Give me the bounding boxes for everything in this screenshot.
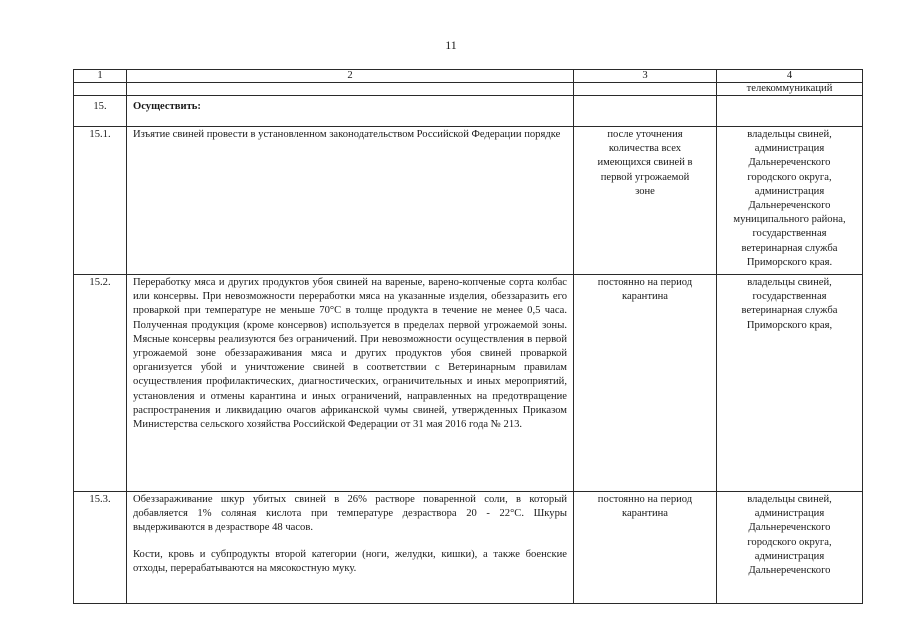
continuation-responsible: телекоммуникаций — [717, 83, 863, 96]
cell-line: администрация — [754, 508, 825, 520]
continuation-row — [74, 83, 863, 96]
measure-text: Изъятие свиней провести в установленном законодательством Российской Федерации порядке — [127, 127, 574, 275]
cell-line: владельцы свиней, — [747, 129, 832, 140]
cell-line: администрация — [754, 143, 825, 155]
cell-line: имеющихся свиней в — [597, 157, 693, 169]
cell-line: Дальнереченского — [748, 200, 831, 212]
cell-line: ветеринарная служба — [741, 242, 838, 254]
cell-line: Дальнереченского — [748, 157, 831, 169]
cell-line: постоянно на период — [597, 494, 693, 505]
section-title: Осуществить: — [127, 96, 574, 127]
cell-line: городского округа, — [747, 171, 832, 183]
cell-line: карантина — [621, 291, 669, 303]
cell-line: администрация — [754, 550, 825, 562]
continuation-cell-2 — [127, 83, 574, 96]
section-number: 15. — [74, 96, 127, 127]
table-row — [74, 492, 863, 604]
cell-line: Приморского края, — [746, 319, 833, 331]
section-cell-3 — [574, 96, 717, 127]
cell-line: Дальнереченского — [748, 522, 831, 534]
table-row — [74, 275, 863, 492]
measure-text: Переработку мяса и других продуктов убоя свиней на вареные, варено-копченые сорта колбас или консервы. При невозможности переработки мяса на указанные изделия, обеззаразить его проваркой при температуре не меньше 70°С в толще продукта в течение не менее 0,5 часа. Полученная продукция (кроме консервов) используется в пределах первой угрожаемой зоны. Мясные консервы реализуются без ограничений. При невозможности осуществления в первой угрожаемой зоне обеззараживания мяса и других продуктов убоя свиней проваркой организуется убой и уничтожение свиней в соответствии с Ветеринарным правилам осуществления профилактических, диагностических, ограничительных и иных мероприятий, установления и отмены карантина и иных ограничений, направленных на предотвращение распространения и ликвидацию очагов африканской чумы свиней, утвержденных Приказом Министерства сельского хозяйства Российской Федерации от 31 мая 2016 года № 213. — [127, 275, 574, 492]
measure-text-continued: Кости, кровь и субпродукты второй категории (ноги, желудки, кишки), а также боенские отходы, перерабатываются на мясокостную муку. — [133, 548, 567, 574]
cell-line: зоне — [635, 185, 655, 197]
measure-text-cell — [127, 492, 574, 604]
table-row — [74, 127, 863, 275]
cell-line: Дальнереченского — [748, 565, 831, 577]
continuation-cell-3 — [574, 83, 717, 96]
term-cell — [574, 492, 717, 604]
responsible-cell — [717, 275, 863, 492]
term-cell — [574, 275, 717, 492]
cell-line: владельцы свиней, — [747, 494, 832, 505]
row-number: 15.2. — [74, 275, 127, 492]
responsible-cell — [717, 492, 863, 604]
measures-table — [73, 69, 863, 604]
cell-line: государственная — [752, 291, 827, 303]
cell-line: первой угрожаемой — [600, 171, 690, 183]
cell-line: Приморского края. — [746, 256, 833, 268]
page-number: 11 — [445, 38, 457, 52]
continuation-cell-1 — [74, 83, 127, 96]
column-number-row — [74, 70, 863, 83]
section-row — [74, 96, 863, 127]
cell-line: ветеринарная служба — [741, 305, 838, 317]
measure-text: Обеззараживание шкур убитых свиней в 26% растворе поваренной соли, в который добавляется 1% соляная кислота при температуре дезраствора 20 - 22°С. Шкуры выдерживаются в дезрастворе 48 часов. — [133, 494, 567, 534]
term-cell — [574, 127, 717, 275]
column-number-1: 1 — [74, 70, 127, 83]
responsible-cell — [717, 127, 863, 275]
column-number-2: 2 — [127, 70, 574, 83]
cell-line: муниципального района, — [733, 214, 846, 226]
cell-line: государственная — [752, 228, 827, 240]
section-cell-4 — [717, 96, 863, 127]
column-number-4: 4 — [717, 70, 863, 83]
row-number: 15.1. — [74, 127, 127, 275]
cell-line: администрация — [754, 185, 825, 197]
cell-line: владельцы свиней, — [747, 277, 832, 288]
cell-line: постоянно на период — [597, 277, 693, 288]
cell-line: после уточнения — [607, 129, 683, 140]
cell-line: количества всех — [608, 143, 682, 155]
column-number-3: 3 — [574, 70, 717, 83]
cell-line: карантина — [621, 508, 669, 520]
row-number: 15.3. — [74, 492, 127, 604]
cell-line: городского округа, — [747, 536, 832, 548]
